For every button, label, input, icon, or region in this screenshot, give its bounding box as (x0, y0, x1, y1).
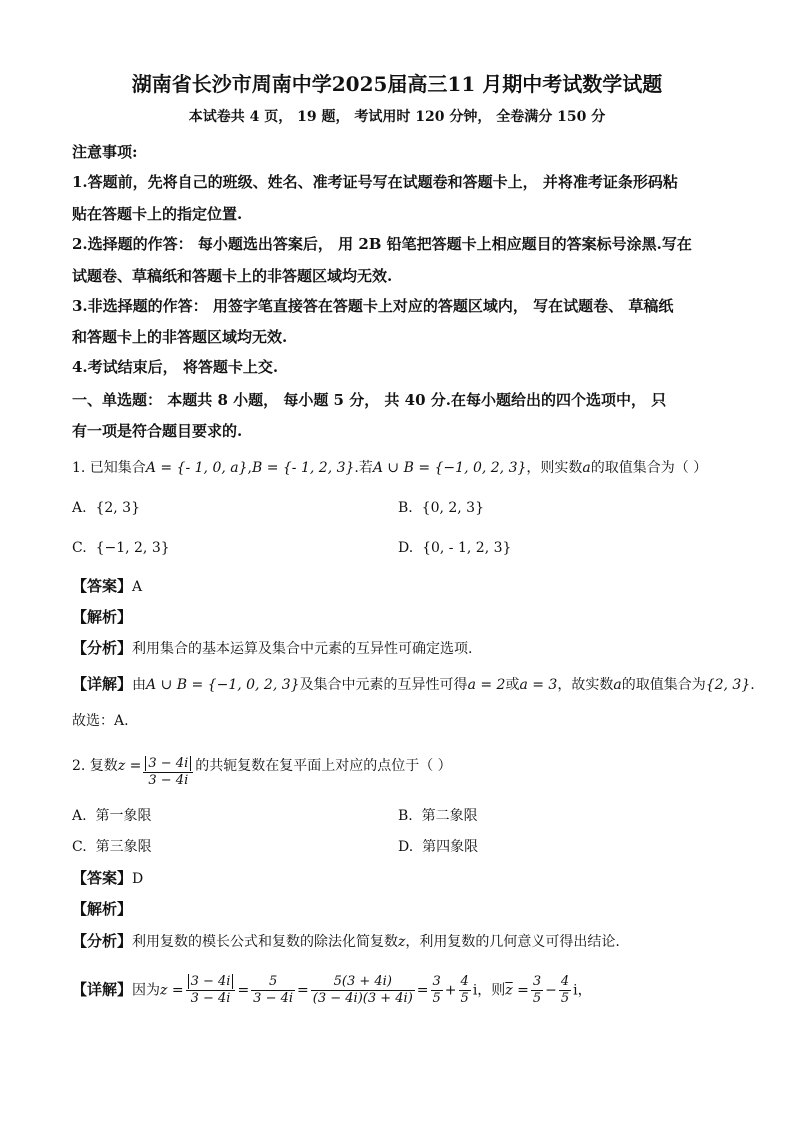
fenxi-tag: 【分析】 (72, 932, 133, 950)
section-1-heading-b: 有一项是符合题目要求的. (72, 422, 243, 440)
q2-option-b (398, 806, 478, 826)
option-label: B. (398, 500, 413, 516)
xj-text: 或 (505, 677, 520, 693)
fenxi-z: z (398, 934, 406, 950)
fraction-numerator: 4 (560, 974, 570, 989)
xj-text: ， (577, 982, 592, 999)
q1-option-a (72, 498, 140, 518)
q2-analysis-tag: 【解析】 (72, 900, 133, 918)
option-value: {0, - 1, 2, 3} (422, 540, 512, 556)
q1-number: 1. 已知集合 (72, 460, 146, 476)
xiangjie-tag: 【详解】 (72, 675, 133, 693)
xj-text: 由 (132, 677, 147, 693)
option-value: 第四象限 (422, 839, 479, 855)
xj-text: ，故实数 (557, 677, 614, 693)
note-2a: 2.选择题的作答： 每小题选出答案后， 用 2B 铅笔把答题卡上相应题目的答案标号涂黑.写在 (72, 235, 692, 253)
fraction-numerator: 5(3 + 4i) (311, 974, 415, 991)
xj-frac-5 (459, 974, 471, 1007)
fraction-denominator: 3 − 4i (253, 991, 294, 1006)
note-1b: 贴在答题卡上的指定位置. (72, 205, 243, 223)
xj-text: 及集合中元素的互异性可得 (299, 677, 468, 693)
q2-answer (72, 868, 143, 889)
xj-frac-6 (531, 974, 543, 1007)
fraction-denominator: 5 (532, 991, 542, 1006)
fraction-numerator: 3 (532, 974, 542, 989)
notes-heading: 注意事项: (72, 143, 138, 161)
fraction-denominator: 3 − 4i (190, 991, 231, 1006)
fraction-denominator: 5 (560, 991, 570, 1006)
q1-option-c (72, 538, 170, 558)
answer-value: D (132, 871, 144, 887)
q1-option-b (398, 498, 484, 518)
q2-xiangjie: 【详解】因为z = $\frac{3 - 4i}{3 - 4i}$ = $\frac{5}{3 - 4i}$ = $\frac{5(3 + 4i)}{(3 - 4i)(3 + 4i)}$ = $\frac{3}{5}$ + $\frac{4}{5}$ i，则$\overline{z}$ = $\frac{3}{5}$ − $\frac{4}{5}$ i， (72, 974, 592, 1006)
page-title: 湖南省长沙市周南中学2025届高三11 月期中考试数学试题 (131, 72, 663, 96)
fraction-numerator: 4 (460, 974, 469, 989)
q1-xiangjie (72, 674, 755, 695)
q2-z-eq: z = (117, 758, 142, 774)
q1-tail: ，则实数 (526, 460, 583, 476)
xj-frac-4 (431, 974, 443, 1007)
xj-frac-2 (251, 974, 295, 1007)
xj-union: A ∪ B = {−1, 0, 2, 3} (146, 677, 300, 693)
q1-fenxi (72, 638, 472, 659)
q2-fenxi (72, 931, 620, 952)
fraction-denominator: 5 (432, 991, 441, 1006)
equals-sign: = (517, 982, 529, 999)
option-label: D. (398, 839, 414, 855)
option-value: {−1, 2, 3} (95, 540, 170, 556)
xiangjie-tag: 【详解】 (72, 980, 133, 999)
xj-z: z = (160, 982, 184, 999)
fenxi-text: 利用集合的基本运算及集合中元素的互异性可确定选项. (132, 641, 473, 657)
abs-value: 3 − 4i (188, 974, 234, 989)
option-label: A. (72, 808, 87, 824)
plus-sign: + (444, 982, 457, 999)
xj-text: 因为 (132, 982, 161, 999)
fenxi-text: 利用复数的模长公式和复数的除法化简复数 (132, 934, 399, 950)
xj-frac-7 (559, 974, 571, 1007)
fenxi-text: ，利用复数的几何意义可得出结论. (405, 934, 620, 950)
option-value: 第一象限 (95, 808, 152, 824)
q1-option-d (398, 538, 511, 558)
xj-frac-3 (311, 974, 415, 1007)
question-1 (72, 458, 707, 478)
q2-tail: 的共轭复数在复平面上对应的点位于（ ） (195, 758, 452, 774)
section-1-heading-a: 一、单选题： 本题共 8 小题， 每小题 5 分， 共 40 分.在每小题给出的四个选项中， 只 (72, 391, 667, 409)
fenxi-tag: 【分析】 (72, 639, 133, 657)
xj-text: 的取值集合为 (621, 677, 706, 693)
option-label: B. (398, 808, 413, 824)
question-2 (72, 756, 452, 789)
q1-union: A ∪ B = {−1, 0, 2, 3} (372, 460, 527, 476)
xj-a2: a = 2 (467, 677, 506, 693)
fraction-numerator (143, 756, 193, 773)
q2-number: 2. 复数 (72, 758, 118, 774)
option-value: {0, 2, 3} (421, 500, 484, 516)
fraction-denominator: (3 − 4i)(3 + 4i) (312, 991, 413, 1006)
q2-option-c (72, 837, 152, 857)
imag-unit: i (573, 982, 578, 999)
option-label: D. (398, 540, 414, 556)
option-label: A. (72, 500, 87, 516)
q1-var: a (582, 460, 591, 476)
q2-option-a (72, 806, 151, 826)
xj-text: . (750, 677, 755, 693)
fraction-numerator: 5 (251, 974, 295, 991)
fraction-numerator (186, 974, 236, 991)
xj-set: {2, 3} (705, 677, 751, 693)
xj-a3: a = 3 (519, 677, 558, 693)
q1-sep: , (247, 460, 252, 476)
xj-text: ，则 (477, 982, 506, 999)
fraction-denominator: 5 (460, 991, 469, 1006)
page-subtitle: 本试卷共 4 页， 19 题， 考试用时 120 分钟， 全卷满分 150 分 (188, 109, 606, 125)
option-label: C. (72, 540, 87, 556)
answer-value: A (132, 579, 143, 595)
option-label: C. (72, 839, 87, 855)
answer-tag: 【答案】 (72, 577, 133, 595)
q2-option-d (398, 837, 478, 857)
option-value: 第三象限 (95, 839, 152, 855)
imag-unit: i (472, 982, 478, 999)
xj-var: a (613, 677, 622, 693)
fraction-numerator: 3 (432, 974, 441, 989)
q1-answer (72, 576, 142, 597)
abs-value: 3 − 4i (145, 756, 191, 771)
note-4: 4.考试结束后， 将答题卡上交. (72, 358, 279, 376)
note-3a: 3.非选择题的作答： 用签字笔直接答在答题卡上对应的答题区域内， 写在试题卷、 草稿纸 (72, 297, 674, 315)
fraction-denominator: 3 − 4i (148, 773, 189, 788)
q1-choose: 故选：A. (72, 713, 129, 729)
q1-set-a: A = {- 1, 0, a} (145, 460, 248, 476)
option-value: {2, 3} (95, 500, 140, 516)
q1-ruo: .若 (354, 460, 373, 476)
minus-sign: − (545, 982, 557, 999)
q1-tail2: 的取值集合为（ ） (590, 460, 708, 476)
answer-tag: 【答案】 (72, 869, 133, 887)
q2-fraction (143, 756, 193, 789)
q1-set-b: B = {- 1, 2, 3} (251, 460, 355, 476)
option-value: 第二象限 (421, 808, 478, 824)
q1-analysis-tag: 【解析】 (72, 608, 133, 626)
xj-frac-1 (186, 974, 236, 1007)
note-2b: 试题卷、草稿纸和答题卡上的非答题区域均无效. (72, 267, 393, 285)
note-1a: 1.答题前，先将自己的班级、姓名、准考证号写在试题卷和答题卡上， 并将准考证条形码粘 (72, 173, 678, 191)
z-conjugate: $\overline{z}$ (505, 982, 513, 999)
note-3b: 和答题卡上的非答题区域均无效. (72, 328, 288, 346)
